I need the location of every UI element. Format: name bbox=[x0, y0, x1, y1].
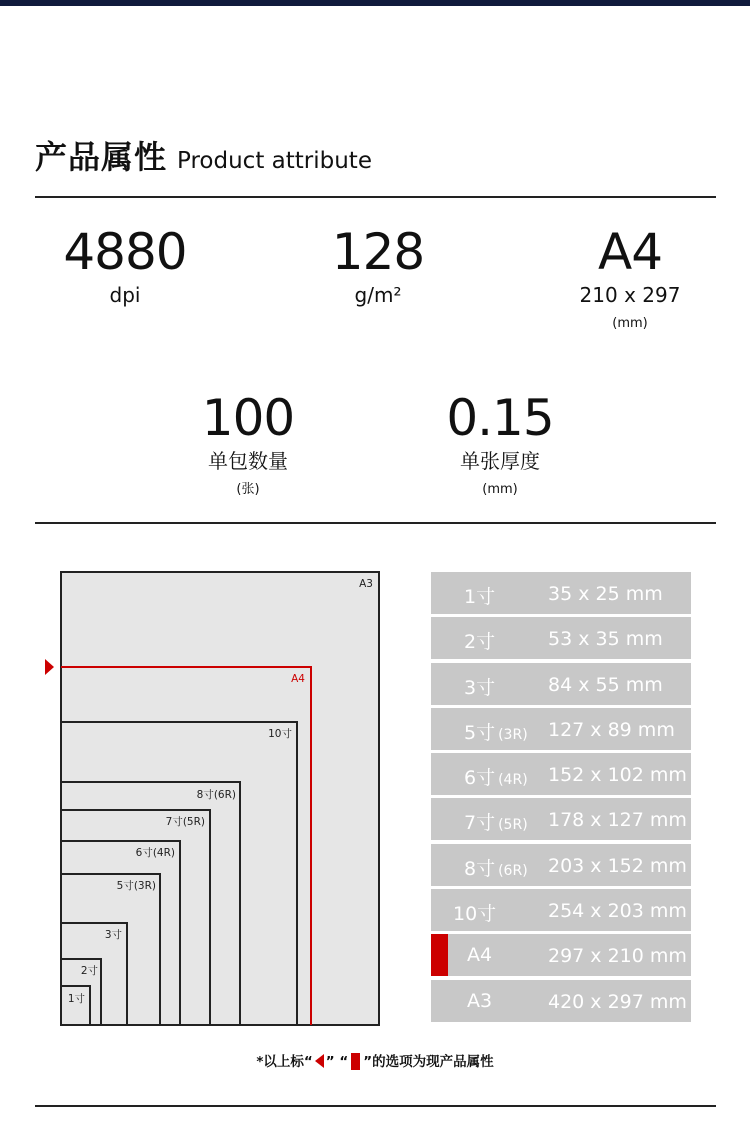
divider-top bbox=[35, 196, 716, 198]
size-name: 6寸 (4R) bbox=[464, 767, 528, 790]
section-title bbox=[35, 132, 372, 178]
size-dims: 203 x 152 mm bbox=[548, 854, 687, 877]
size-row-1 bbox=[431, 572, 691, 614]
stat-resolution bbox=[15, 224, 235, 308]
size-dims: 152 x 102 mm bbox=[548, 764, 687, 787]
a3-label: A3 bbox=[359, 578, 373, 590]
size-dims: 178 x 127 mm bbox=[548, 809, 687, 832]
a4-label: A4 bbox=[291, 673, 305, 685]
stat-label: 单张厚度 bbox=[460, 449, 540, 473]
size-7-label: 7寸(5R) bbox=[165, 816, 205, 828]
size-name: 8寸 (6R) bbox=[464, 857, 528, 880]
size-name: 7寸 (5R) bbox=[464, 812, 528, 835]
stat-unit: (张) bbox=[236, 482, 260, 497]
size-list bbox=[431, 572, 691, 1025]
top-bar bbox=[0, 0, 750, 6]
size-name: 5寸 (3R) bbox=[464, 721, 528, 744]
stat-value: 128 bbox=[331, 223, 425, 281]
note-mid: ” “ bbox=[325, 1054, 349, 1070]
stat-label: dpi bbox=[109, 283, 141, 307]
size-name: A4 bbox=[467, 944, 493, 967]
size-10-label: 10寸 bbox=[268, 728, 292, 740]
stat-unit: (mm) bbox=[612, 316, 648, 331]
size-row-a4 bbox=[431, 934, 691, 976]
size-dims: 84 x 55 mm bbox=[548, 673, 663, 696]
legend-note bbox=[0, 1050, 750, 1070]
title-en: Product attribute bbox=[177, 148, 372, 174]
divider-middle bbox=[35, 522, 716, 524]
size-row-5 bbox=[431, 708, 691, 750]
note-suffix: ”的选项为现产品属性 bbox=[363, 1054, 494, 1070]
size-6-label: 6寸(4R) bbox=[135, 847, 175, 859]
size-dims: 53 x 35 mm bbox=[548, 628, 663, 651]
paper-size-diagram bbox=[40, 570, 390, 1030]
stat-sheet-count bbox=[138, 390, 358, 500]
stat-thickness bbox=[390, 390, 610, 500]
triangle-marker-icon bbox=[315, 1054, 324, 1068]
size-2-label: 2寸 bbox=[80, 965, 98, 977]
size-1-label: 1寸 bbox=[67, 993, 85, 1005]
size-row-a3 bbox=[431, 980, 691, 1022]
stat-label: g/m² bbox=[354, 283, 402, 307]
size-5-label: 5寸(3R) bbox=[116, 880, 156, 892]
stat-unit: (mm) bbox=[482, 482, 518, 497]
stat-weight bbox=[268, 224, 488, 308]
stat-value: 0.15 bbox=[446, 389, 554, 447]
size-dims: 127 x 89 mm bbox=[548, 718, 675, 741]
size-name: 3寸 bbox=[464, 676, 496, 699]
stat-paper-size bbox=[520, 224, 740, 334]
size-row-10 bbox=[431, 889, 691, 931]
stat-value: A4 bbox=[597, 223, 662, 281]
size-name: 2寸 bbox=[464, 631, 496, 654]
note-prefix: *以上标“ bbox=[256, 1054, 313, 1070]
bar-marker-icon bbox=[351, 1053, 360, 1070]
a4-marker-triangle bbox=[45, 659, 54, 675]
size-row-3 bbox=[431, 663, 691, 705]
stat-label: 210 x 297 bbox=[579, 283, 681, 307]
size-name: 10寸 bbox=[453, 903, 497, 926]
stat-label: 单包数量 bbox=[208, 449, 288, 473]
size-3-label: 3寸 bbox=[104, 929, 122, 941]
selected-marker bbox=[431, 934, 448, 976]
stat-value: 4880 bbox=[63, 223, 187, 281]
size-name: 1寸 bbox=[464, 586, 496, 608]
size-8-label: 8寸(6R) bbox=[196, 789, 236, 801]
size-dims: 297 x 210 mm bbox=[548, 945, 687, 968]
size-row-6 bbox=[431, 753, 691, 795]
title-cn: 产品属性 bbox=[35, 138, 168, 176]
size-row-7 bbox=[431, 798, 691, 840]
size-name: A3 bbox=[467, 989, 493, 1012]
divider-bottom bbox=[35, 1105, 716, 1107]
size-row-8 bbox=[431, 844, 691, 886]
stat-value: 100 bbox=[201, 389, 295, 447]
size-dims: 35 x 25 mm bbox=[548, 583, 663, 605]
size-dims: 254 x 203 mm bbox=[548, 900, 687, 923]
size-dims: 420 x 297 mm bbox=[548, 990, 687, 1013]
size-row-2 bbox=[431, 617, 691, 659]
